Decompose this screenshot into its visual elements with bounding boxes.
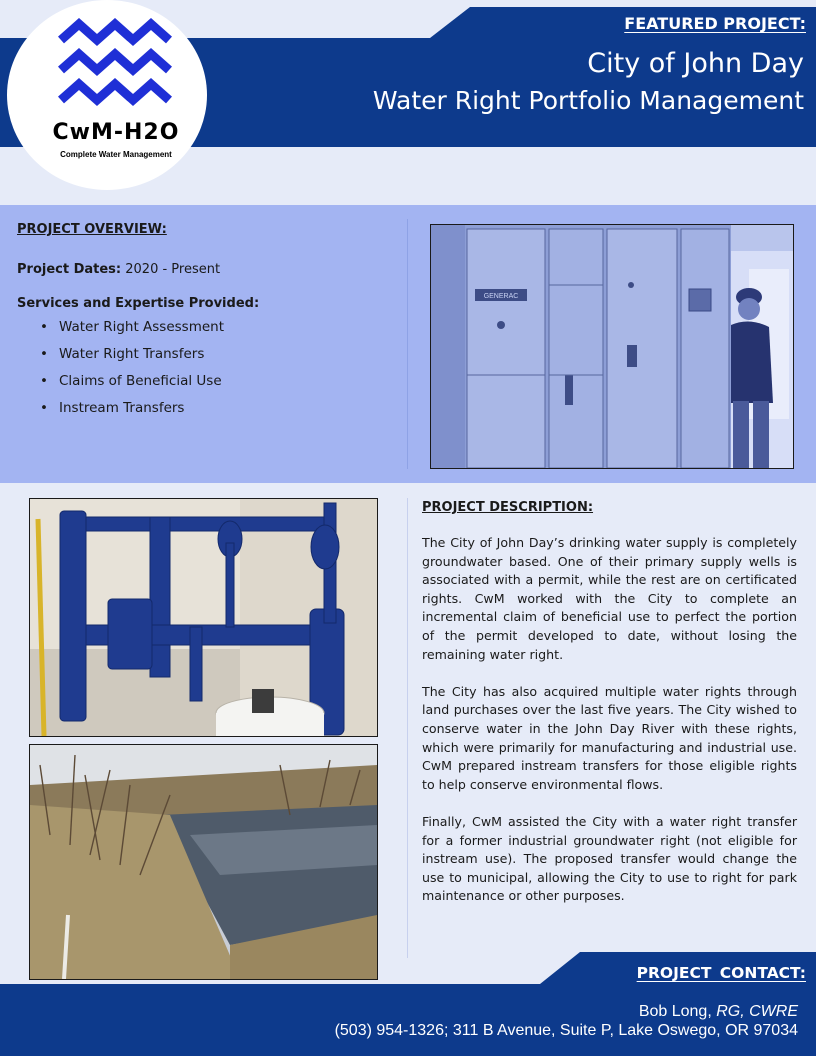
logo-name: CwM-H2O <box>52 120 180 145</box>
contact-name <box>639 1003 798 1021</box>
project-overview-section <box>0 205 816 483</box>
contact-person: Bob Long, <box>638 1003 712 1020</box>
services-list <box>40 317 224 425</box>
list-item: • Water Right Assessment <box>40 317 224 344</box>
list-item: • Claims of Beneficial Use <box>40 371 224 398</box>
description-heading: PROJECT DESCRIPTION: <box>422 500 594 515</box>
divider <box>407 219 408 469</box>
logo-tagline: Complete Water Management <box>60 150 172 159</box>
contact-heading: PROJECT CONTACT: <box>636 964 806 982</box>
waves-icon <box>57 18 177 118</box>
overview-heading: PROJECT OVERVIEW: <box>17 222 167 237</box>
page-title: City of John Day <box>587 48 804 79</box>
logo <box>7 0 207 190</box>
list-item: • Instream Transfers <box>40 398 224 425</box>
river-photo <box>29 744 378 980</box>
project-description <box>422 534 797 924</box>
electrical-room-photo <box>430 224 794 469</box>
list-item: • Water Right Transfers <box>40 344 224 371</box>
description-paragraph: The City has also acquired multiple water rights through land purchases over the last five years. The City wished to conserve water in the John Day River with these rights, which were primarily for manufacturing and industrial use. CwM prepared instream transfers for those eligible rights to help conserve environmental flows. <box>422 683 797 792</box>
contact-address: (503) 954-1326; 311 B Avenue, Suite P, Lake Oswego, OR 97034 <box>334 1022 798 1039</box>
contact-credentials: RG, CWRE <box>716 1003 798 1020</box>
project-dates <box>17 262 220 277</box>
pump-station-photo <box>29 498 378 737</box>
description-paragraph: The City of John Day’s drinking water supply is completely groundwater based. One of their primary supply wells is associated with a permit, while the rest are on certificated rights. CwM worked with the City to complete an incremental claim of beneficial use to perfect the portion of the permit developed to date, without losing the remaining water right. <box>422 535 797 662</box>
divider <box>407 498 408 958</box>
generac-label: GENERAC <box>483 293 519 300</box>
project-dates-value: 2020 - Present <box>125 262 221 277</box>
services-heading: Services and Expertise Provided: <box>17 296 260 311</box>
description-paragraph: Finally, CwM assisted the City with a water right transfer for a former industrial groundwater right (not eligible for instream use). The proposed transfer would change the use to municipal, allowing the City to use to right for park maintenance or other purposes. <box>422 813 797 904</box>
featured-label: FEATURED PROJECT: <box>624 14 806 33</box>
project-dates-label: Project Dates: <box>17 262 122 277</box>
page-subtitle: Water Right Portfolio Management <box>372 86 804 115</box>
